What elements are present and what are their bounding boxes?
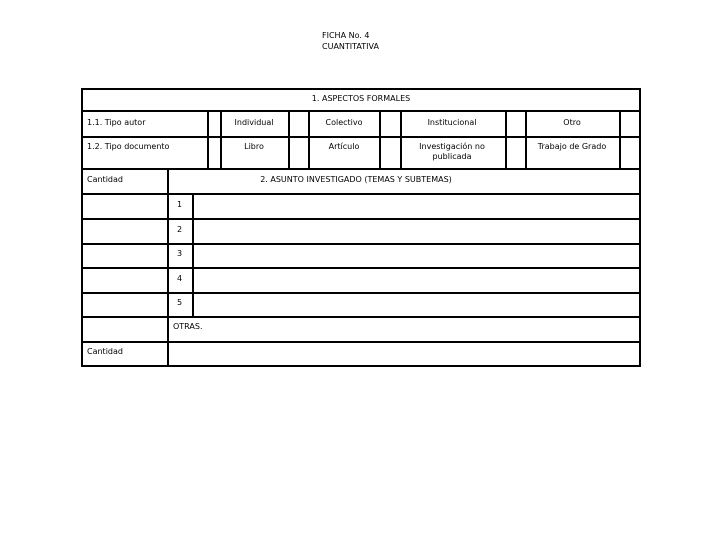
rule-v-e — [379, 110, 381, 168]
rule-v-h — [525, 110, 527, 168]
autor-option-colectivo: Colectivo — [325, 118, 363, 127]
rule-below-section2-title — [81, 193, 641, 195]
autor-option-otro: Otro — [563, 118, 581, 127]
rule-v-d — [308, 110, 310, 168]
subject-row-number-2: 2 — [177, 225, 183, 234]
tipo-documento-label: 1.2. Tipo documento — [87, 142, 170, 151]
subject-row-number-5: 5 — [177, 298, 183, 307]
cantidad-bottom-label: Cantidad — [87, 347, 123, 356]
cantidad-label: Cantidad — [87, 175, 123, 184]
rule-v-b — [220, 110, 222, 168]
table-border-left — [81, 88, 83, 367]
form-type: CUANTITATIVA — [322, 42, 379, 51]
table-border-top — [81, 88, 641, 90]
rule-v-i — [619, 110, 621, 168]
subject-row-number-3: 3 — [177, 249, 183, 258]
rule-v-cantidad — [167, 168, 169, 367]
doc-option-articulo: Artículo — [328, 142, 360, 151]
rule-row-4 — [81, 292, 641, 294]
subject-row-number-4: 4 — [177, 274, 183, 283]
form-number: FICHA No. 4 — [322, 31, 370, 40]
rule-row-otras — [81, 341, 641, 343]
autor-option-institucional: Institucional — [427, 118, 477, 127]
table-border-bottom — [81, 365, 641, 367]
otras-label: OTRAS. — [173, 322, 203, 331]
rule-v-f — [400, 110, 402, 168]
rule-v-number — [192, 193, 194, 317]
section2-title: 2. ASUNTO INVESTIGADO (TEMAS Y SUBTEMAS) — [260, 175, 452, 184]
doc-option-libro: Libro — [244, 142, 264, 151]
rule-row-3 — [81, 267, 641, 269]
rule-v-a — [207, 110, 209, 168]
rule-row-5 — [81, 316, 641, 318]
section1-title: 1. ASPECTOS FORMALES — [311, 94, 411, 103]
doc-option-trabajo-grado: Trabajo de Grado — [537, 142, 607, 151]
rule-below-tipo-documento — [81, 168, 641, 170]
rule-below-tipo-autor — [81, 136, 641, 138]
rule-v-c — [288, 110, 290, 168]
subject-row-number-1: 1 — [177, 200, 183, 209]
rule-row-2 — [81, 243, 641, 245]
doc-option-investigacion: Investigación no publicada — [419, 142, 485, 161]
autor-option-individual: Individual — [234, 118, 274, 127]
rule-below-section1-title — [81, 110, 641, 112]
rule-v-g — [505, 110, 507, 168]
tipo-autor-label: 1.1. Tipo autor — [87, 118, 146, 127]
table-border-right — [639, 88, 641, 367]
rule-row-1 — [81, 218, 641, 220]
